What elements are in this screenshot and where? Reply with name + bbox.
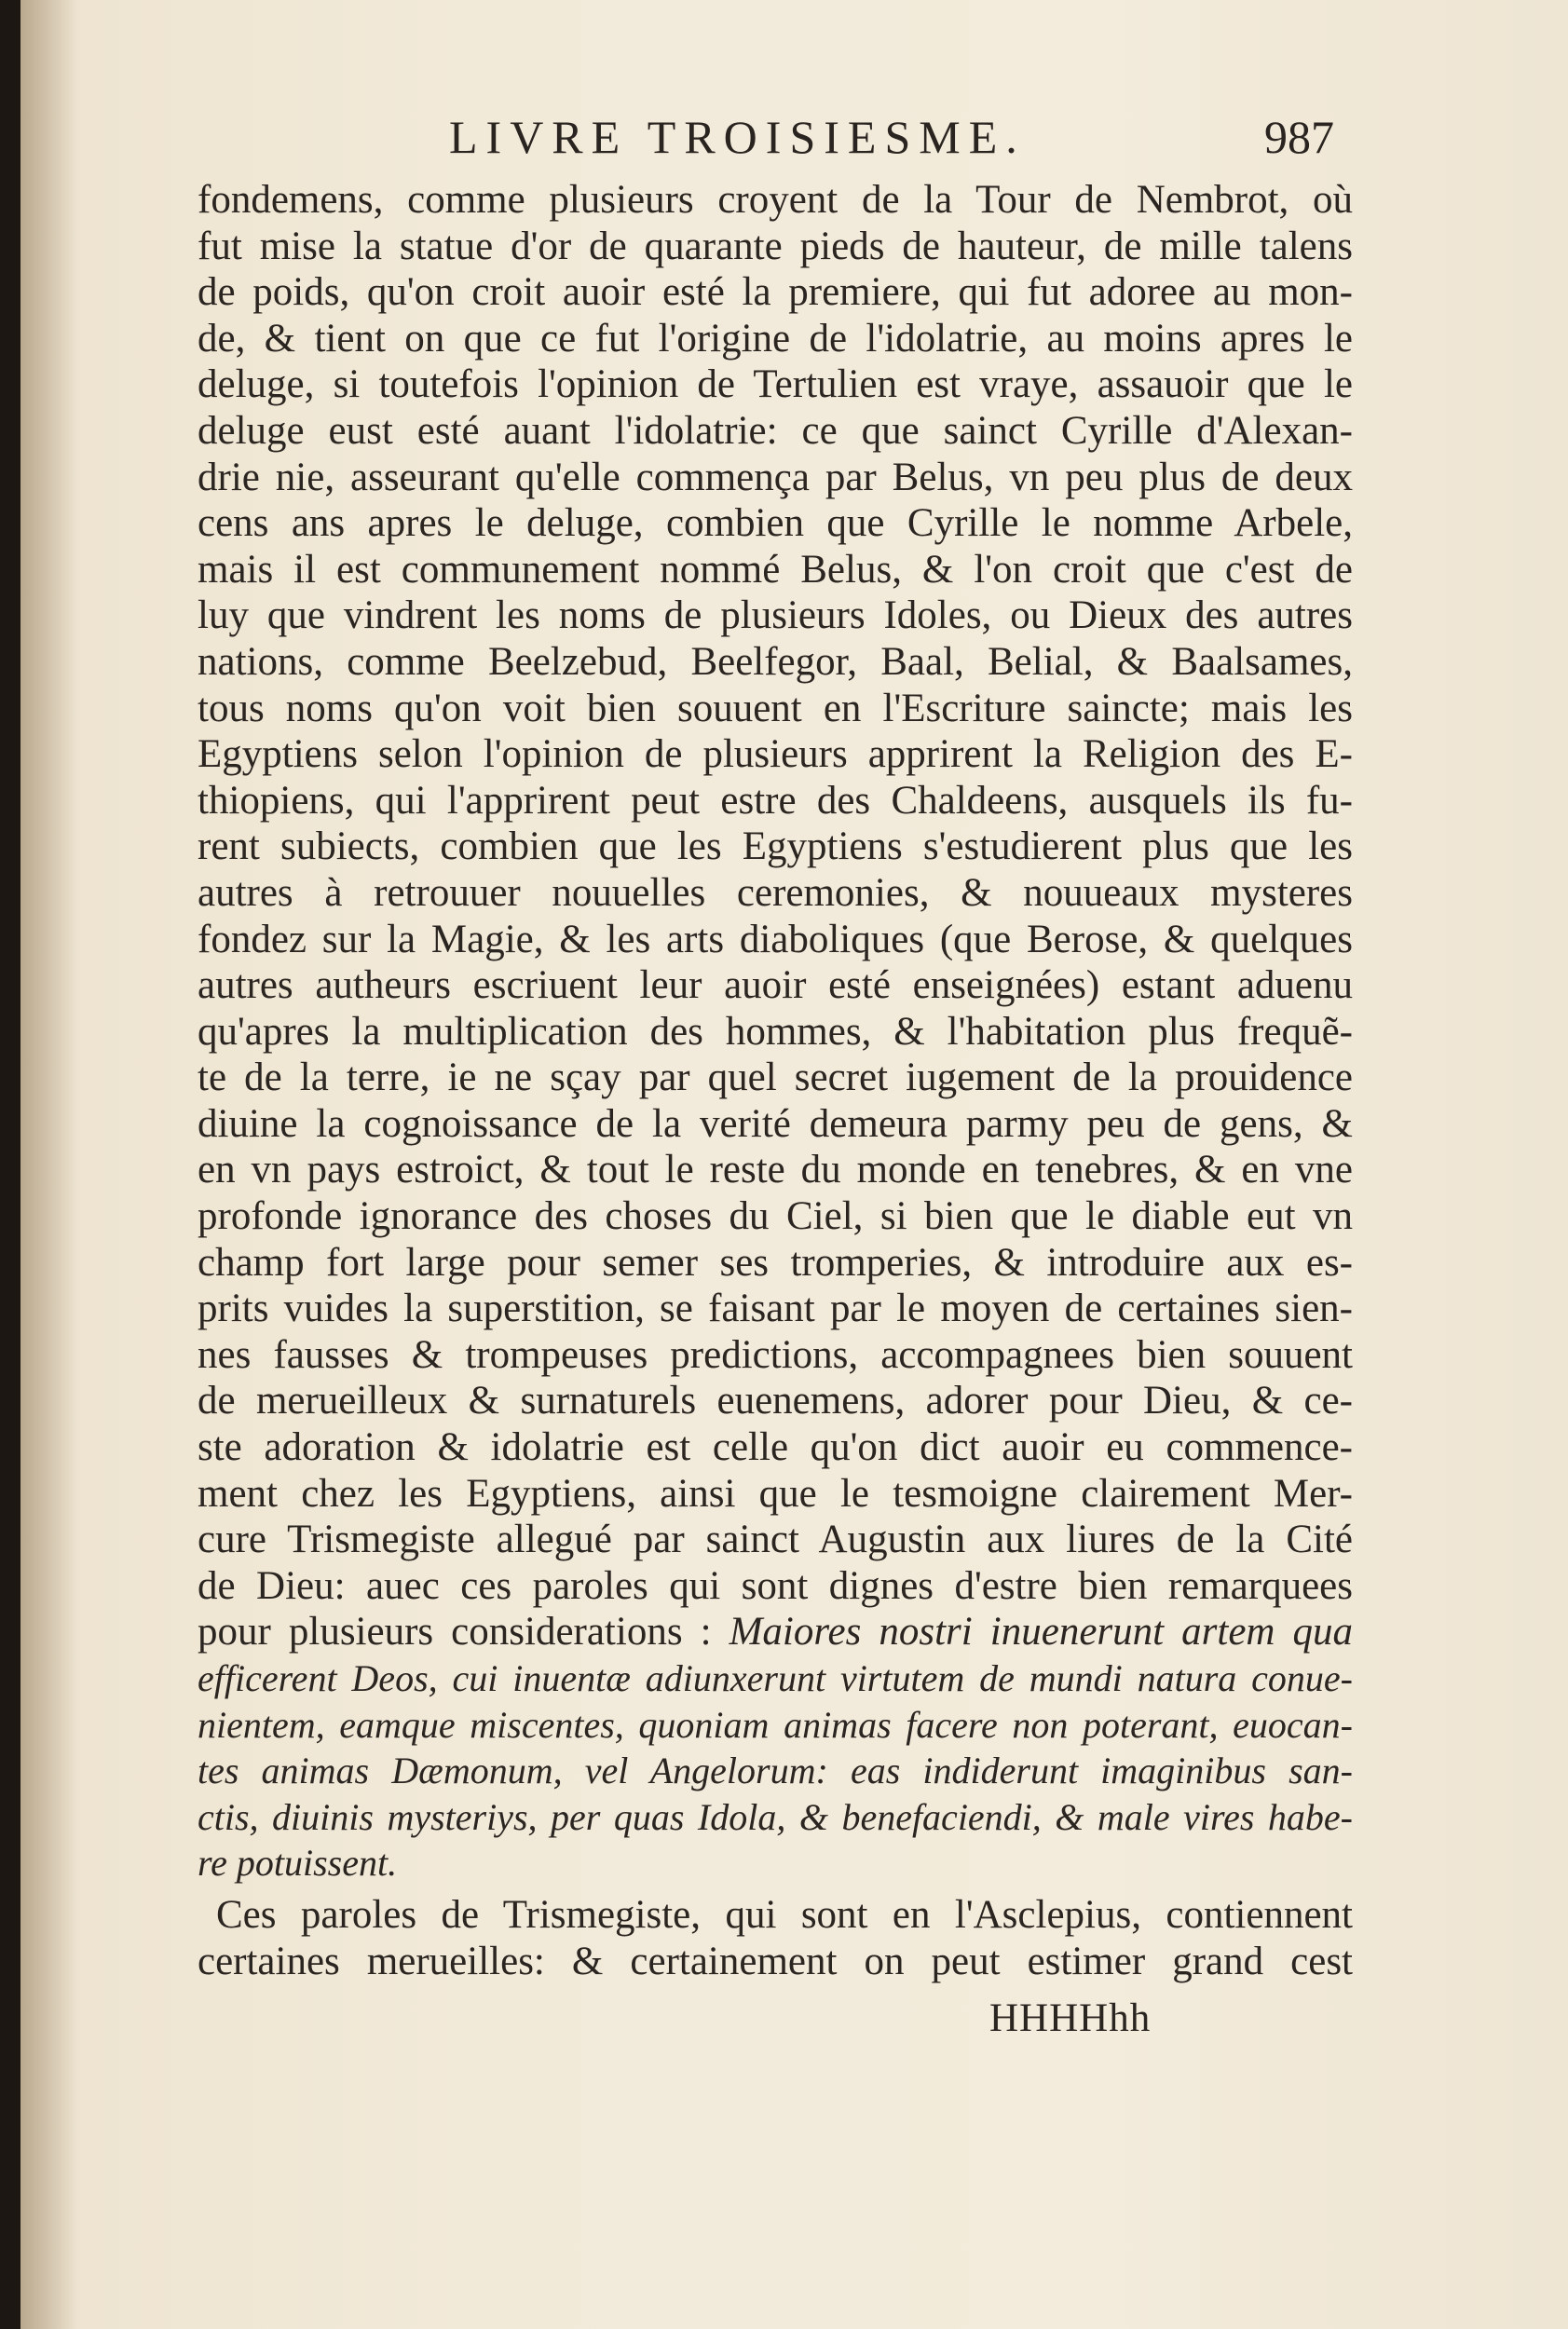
text-line: tous noms qu'on voit bien souuent en l'Escriture saincte; mais les <box>198 686 1353 730</box>
text-line: nations, comme Beelzebud, Beelfegor, Baal, Belial, & Baalsames, <box>198 639 1353 684</box>
signature-mark: HHHHhh <box>989 1996 1152 2040</box>
text-line: de Dieu: auec ces paroles qui sont dignes d'estre bien remarquees <box>198 1563 1353 1608</box>
latin-quote-segment: Maiores nostri inuenerunt artem qua <box>729 1610 1353 1655</box>
latin-quote-line: efficerent Deos, cui inuentæ adiunxerunt virtutem de mundi natura conue- <box>198 1657 1353 1699</box>
text-line: Ces paroles de Trismegiste, qui sont en l'Asclepius, contiennent <box>216 1892 1353 1937</box>
mixed-text-line <box>198 1609 1353 1655</box>
text-line: rent subiects, combien que les Egyptiens s'estudierent plus que les <box>198 824 1353 869</box>
text-line: de poids, qu'on croit auoir esté la premiere, qui fut adoree au mon- <box>198 270 1353 315</box>
text-line: prits vuides la superstition, se faisant par le moyen de certaines sien- <box>198 1287 1353 1331</box>
text-line: deluge, si toutefois l'opinion de Tertulien est vraye, assauoir que le <box>198 362 1353 407</box>
text-line: fondemens, comme plusieurs croyent de la Tour de Nembrot, où <box>198 178 1353 222</box>
text-line: autres autheurs escriuent leur auoir esté enseignées) estant aduenu <box>198 963 1353 1008</box>
text-line: mais il est communement nommé Belus, & l'on croit que c'est de <box>198 547 1353 592</box>
latin-quote-line: re potuissent. <box>198 1842 398 1885</box>
text-line: Egyptiens selon l'opinion de plusieurs apprirent la Religion des E- <box>198 732 1353 777</box>
text-line: fut mise la statue d'or de quarante pieds de hauteur, de mille talens <box>198 224 1353 268</box>
latin-quote-line: tes animas Dæmonum, vel Angelorum: eas indiderunt imaginibus san- <box>198 1750 1353 1792</box>
text-line: fondez sur la Magie, & les arts diaboliques (que Berose, & quelques <box>198 917 1353 961</box>
text-line: cure Trismegiste allegué par sainct Augustin aux liures de la Cité <box>198 1518 1353 1562</box>
text-line: diuine la cognoissance de la verité demeura parmy peu de gens, & <box>198 1101 1353 1146</box>
text-line: autres à retrouuer nouuelles ceremonies, & nouueaux mysteres <box>198 870 1353 915</box>
text-line: profonde ignorance des choses du Ciel, si bien que le diable eut vn <box>198 1194 1353 1239</box>
text-line: de merueilleux & surnaturels euenemens, adorer pour Dieu, & ce- <box>198 1379 1353 1423</box>
text-line: luy que vindrent les noms de plusieurs Idoles, ou Dieux des autres <box>198 593 1353 638</box>
text-line: te de la terre, ie ne sçay par quel secret iugement de la prouidence <box>198 1056 1353 1100</box>
page-number: 987 <box>1264 111 1334 163</box>
book-page <box>20 0 1568 2329</box>
running-title: LIVRE TROISIESME. <box>449 111 1026 163</box>
text-line: certaines merueilles: & certainement on peut estimer grand cest <box>198 1939 1353 1983</box>
page-header <box>430 104 1362 170</box>
text-line: ment chez les Egyptiens, ainsi que le tesmoigne clairement Mer- <box>198 1471 1353 1516</box>
text-line: de, & tient on que ce fut l'origine de l'idolatrie, au moins apres le <box>198 316 1353 361</box>
text-line: thiopiens, qui l'apprirent peut estre des Chaldeens, ausquels ils fu- <box>198 778 1353 823</box>
text-line: deluge eust esté auant l'idolatrie: ce que sainct Cyrille d'Alexan- <box>198 408 1353 453</box>
latin-quote-line: ctis, diuinis mysteriys, per quas Idola, & benefaciendi, & male vires habe- <box>198 1795 1353 1838</box>
text-line: qu'apres la multiplication des hommes, & l'habitation plus frequẽ- <box>198 1009 1353 1054</box>
text-line: ste adoration & idolatrie est celle qu'on dict auoir eu commence- <box>198 1425 1353 1470</box>
roman-segment: pour plusieurs considerations : <box>198 1610 712 1655</box>
text-line: en vn pays estroict, & tout le reste du monde en tenebres, & en vne <box>198 1148 1353 1192</box>
text-line: cens ans apres le deluge, combien que Cyrille le nomme Arbele, <box>198 501 1353 546</box>
text-line: nes fausses & trompeuses predictions, accompagnees bien souuent <box>198 1332 1353 1377</box>
body-text <box>198 177 1353 1984</box>
latin-quote-line: nientem, eamque miscentes, quoniam animas facere non poterant, euocan- <box>198 1703 1353 1746</box>
text-line: drie nie, asseurant qu'elle commença par Belus, vn peu plus de deux <box>198 455 1353 499</box>
text-line: champ fort large pour semer ses tromperies, & introduire aux es- <box>198 1240 1353 1285</box>
